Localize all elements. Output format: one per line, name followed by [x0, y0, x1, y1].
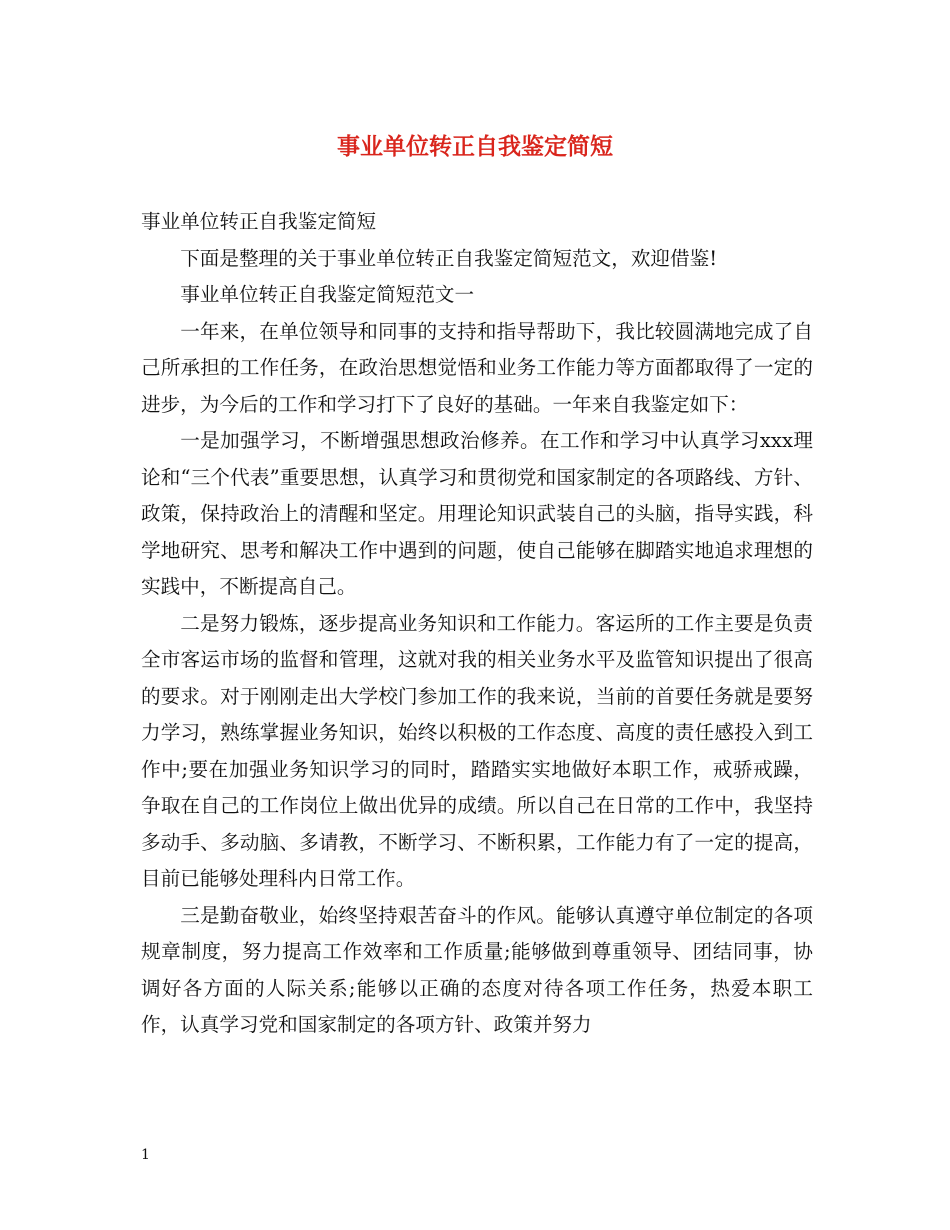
paragraph: 二是努力锻炼，逐步提高业务知识和工作能力。客运所的工作主要是负责全市客运市场的监督和管理，这就对我的相关业务水平及监管知识提出了很高的要求。对于刚刚走出大学校门参加工作的我来说，当前的首要任务就是要努力学习，熟练掌握业务知识，始终以积极的工作态度、高度的责任感投入到工作中;要在加强业务知识学习的同时，踏踏实实地做好本职工作，戒骄戒躁，争取在自己的工作岗位上做出优异的成绩。所以自己在日常的工作中，我坚持多动手、多动脑、多请教，不断学习、不断积累，工作能力有了一定的提高，目前已能够处理科内日常工作。 — [141, 611, 813, 890]
paragraph: 事业单位转正自我鉴定简短 — [141, 210, 377, 233]
paragraph: 下面是整理的关于事业单位转正自我鉴定简短范文，欢迎借鉴! — [180, 246, 718, 270]
paragraph: 事业单位转正自我鉴定简短范文一 — [180, 283, 475, 306]
page-number: 1 — [141, 1147, 150, 1163]
paragraph: 三是勤奋敬业，始终坚持艰苦奋斗的作风。能够认真遵守单位制定的各项规章制度，努力提高工作效率和工作质量;能够做到尊重领导、团结同事，协调好各方面的人际关系;能够以正确的态度对待各项工作任务，热爱本职工作，认真学习党和国家制定的各项方针、政策并努力 — [141, 903, 813, 1036]
paragraph: 一年来，在单位领导和同事的支持和指导帮助下，我比较圆满地完成了自己所承担的工作任务，在政治思想觉悟和业务工作能力等方面都取得了一定的进步，为今后的工作和学习打下了良好的基础。一年来自我鉴定如下： — [141, 319, 813, 416]
paragraph: 一是加强学习，不断增强思想政治修养。在工作和学习中认真学习xxx理论和“三个代表”重要思想，认真学习和贯彻党和国家制定的各项路线、方针、政策，保持政治上的清醒和坚定。用理论知识武装自己的头脑，指导实践，科学地研究、思考和解决工作中遇到的问题，使自己能够在脚踏实地追求理想的实践中，不断提高自己。 — [141, 429, 813, 598]
document-title: 事业单位转正自我鉴定简短 — [337, 133, 613, 160]
document-body — [141, 204, 813, 1044]
